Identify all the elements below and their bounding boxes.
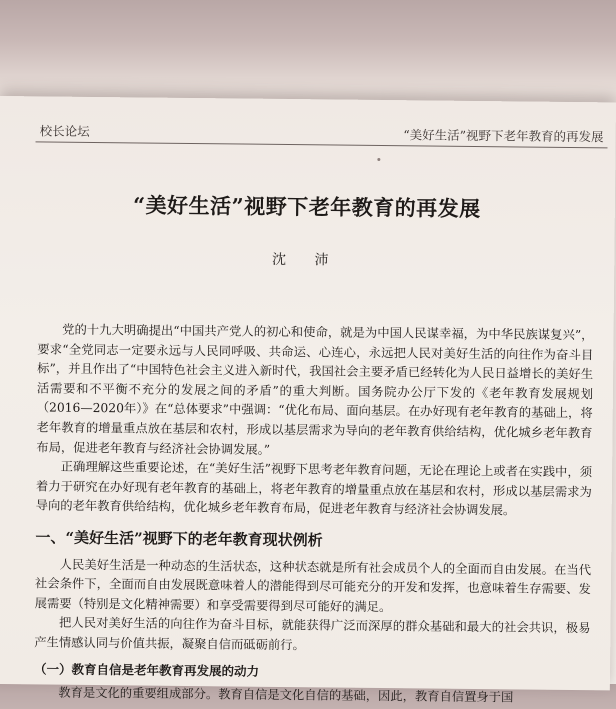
intro-paragraph-1: 党的十九大明确提出“中国共产党人的初心和使命，就是为中国人民谋幸福，为中华民族谋复兴”，要求“全党同志一定要永远与人民同呼吸、共命运、心连心，永远把人民对美好生活的向往作为奋斗目标”，并且作出了“中国特色社会主义进入新时代，我国社会主要矛盾已经转化为人民日益增长的美好生活需要和不平衡不充分的发展之间的矛盾”的重大判断。国务院办公厅下发的《老年教育发展规划（2016—2020年）》在“总体要求”中强调：“优化布局、面向基层。在办好现有老年教育的基础上，将老年教育的增量重点放在基层和农村，形成以基层需求为导向的老年教育供给结构，优化城乡老年教育布局，促进老年教育与经济社会协调发展。” xyxy=(36,322,594,457)
section-paragraph-1: 人民美好生活是一种动态的生活状态，这种状态就是所有社会成员个人的全面而自由发展。在当代社会条件下，全面而自由发展既意味着人的潜能得到尽可能充分的开发和发挥，也意味着生存需要、发展需要（特别是文化精神需要）和享受需要得到尽可能好的满足。 xyxy=(34,557,592,614)
article-title: “美好生活”视野下老年教育的再发展 xyxy=(132,192,481,222)
journal-page xyxy=(0,96,616,705)
column-name: 校长论坛 xyxy=(39,123,90,139)
article-author: 沈 沛 xyxy=(271,251,341,269)
article-body xyxy=(34,320,594,708)
running-title: “美好生活”视野下老年教育的再发展 xyxy=(403,127,604,145)
subsection-heading: （一）教育自信是老年教育再发展的动力 xyxy=(33,660,260,679)
intro-paragraph-2: 正确理解这些重要论述，在“美好生活”视野下思考老年教育问题，无论在理论上或者在实践中，须着力于研究在办好现有老年教育的基础上，将老年教育的增量重点放在基层和农村，形成以基层需求为导向的老年教育供给结构，优化城乡老年教育布局，促进老年教育与经济社会协调发展。 xyxy=(35,459,593,518)
paper-speck xyxy=(377,158,380,161)
section-paragraph-2: 把人民对美好生活的向往作为奋斗目标，就能获得广泛而深厚的群众基础和最大的社会共识，极易产生情感认同与价值共振，凝聚自信而砥砺前行。 xyxy=(34,615,591,653)
partial-paragraph: 教育是文化的重要组成部分。教育自信是文化自信的基础，因此，教育自信置身于国 xyxy=(58,685,514,705)
section-heading: 一、“美好生活”视野下的老年教育现状例析 xyxy=(35,528,323,550)
